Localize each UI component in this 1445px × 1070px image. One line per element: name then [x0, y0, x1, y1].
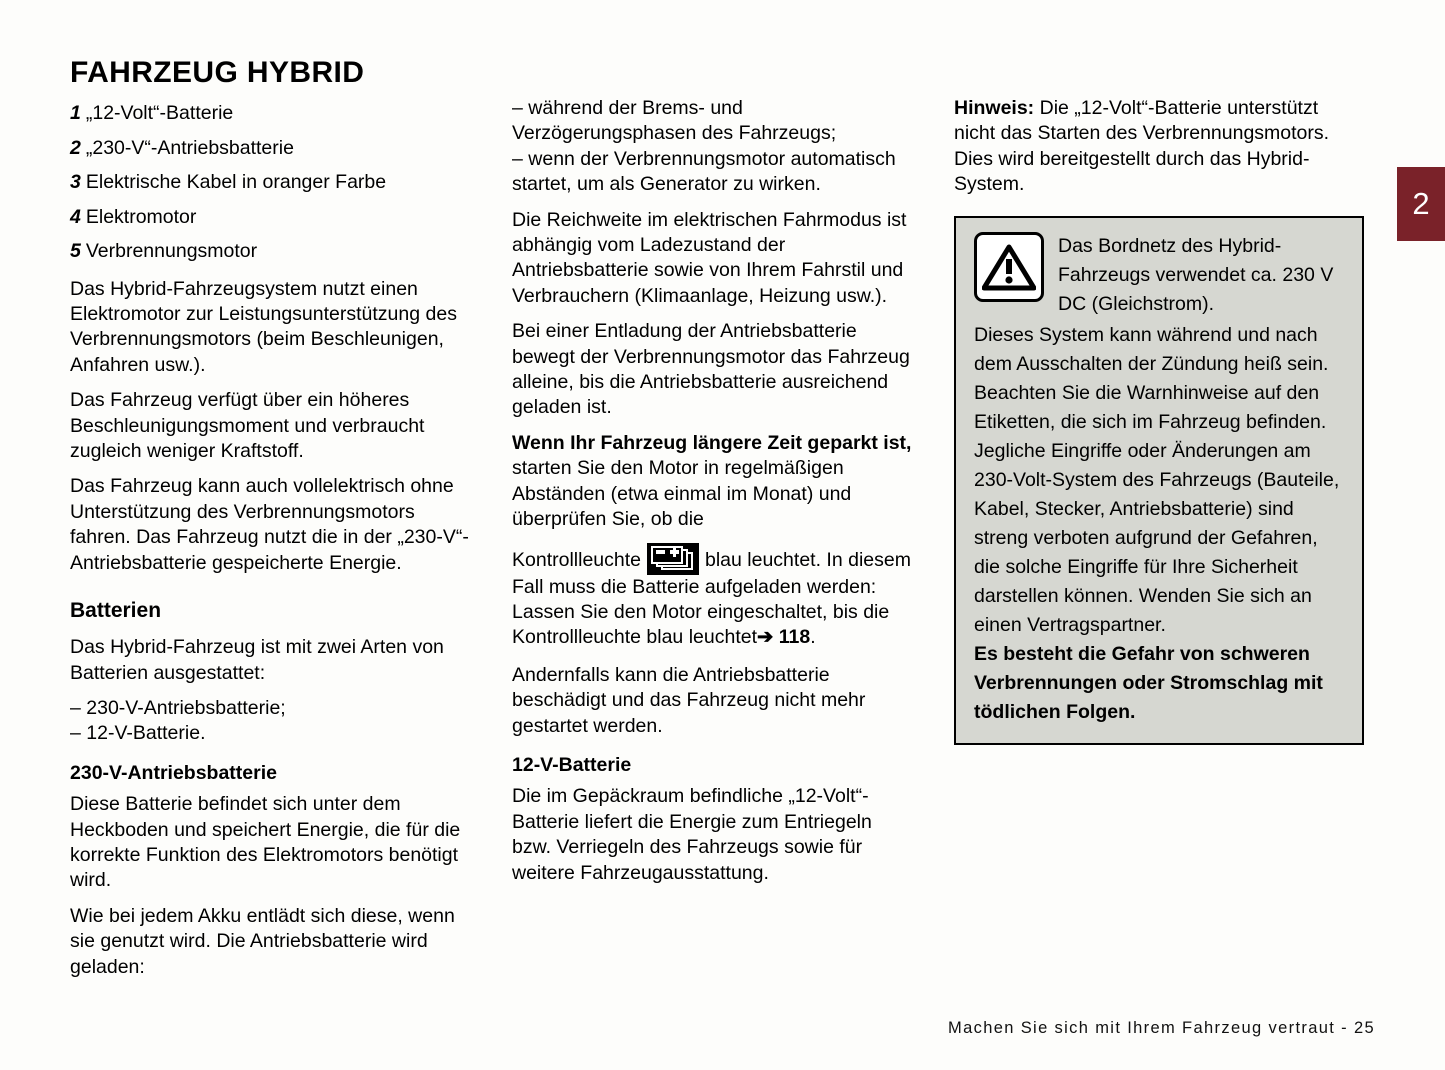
battery-warning-light-icon: [647, 543, 699, 575]
note-label: Hinweis:: [954, 97, 1035, 119]
paragraph: Das Fahrzeug verfügt über ein höheres Beschleunigungsmoment und verbraucht zugleich weniger Kraftstoff.: [70, 389, 425, 462]
paragraph-lead-in-bold: Wenn Ihr Fahrzeug längere Zeit geparkt ist,: [512, 431, 912, 454]
paragraph: Das Hybrid-Fahrzeug ist mit zwei Arten von Batterien ausgestattet:: [70, 636, 444, 684]
note-text: Die „12-Volt“-Batterie unterstützt nicht das Starten des Verbrennungsmotors. Dies wird bereitgestellt durch das Hybrid-System.: [954, 97, 1330, 196]
section-heading-230v: 230-V-Antriebsbatterie: [70, 761, 277, 784]
column-1: [70, 96, 470, 990]
paragraph: Diese Batterie befindet sich unter dem Heckboden und speichert Energie, die für die korrekte Funktion des Elektromotors benötigt wird.: [70, 793, 461, 892]
legend-number: 1: [70, 102, 81, 124]
column-2: [512, 96, 912, 990]
warning-paragraph-bold: Es besteht die Gefahr von schweren Verbrennungen oder Stromschlag mit tödlichen Folgen.: [974, 642, 1323, 723]
list-item: – 230-V-Antriebsbatterie;: [70, 696, 286, 719]
warning-headline: Das Bordnetz des Hybrid-Fahrzeugs verwendet ca. 230 V DC (Gleichstrom).: [1058, 234, 1334, 315]
sentence-period: .: [810, 626, 816, 649]
telltale-trailing-text: blau leuchtet. In diesem Fall muss die Batterie aufgeladen werden: Lassen Sie den Motor eingeschaltet, bis die Kontrollleuchte blau leuchtet: [512, 548, 911, 649]
list-item: [70, 96, 470, 131]
paragraph: Bei einer Entladung der Antriebsbatterie bewegt der Verbrennungsmotor das Fahrzeug alleine, bis die Antriebsbatterie ausreichend geladen ist.: [512, 320, 910, 419]
page-reference-number: 118: [778, 626, 811, 649]
component-legend-list: [70, 96, 470, 269]
note-paragraph: [954, 96, 1364, 198]
legend-label: „12-Volt“-Batterie: [85, 102, 234, 124]
warning-paragraph: Jegliche Eingriffe oder Änderungen am 230-Volt-System des Fahrzeugs (Bauteile, Kabel, Stecker, Antriebsbatterie) sind streng verboten aufgrund der Gefahren, die solche Eingriffe für Ihre Sicherheit darstellen können. Wenden Sie sich an einen Vertragspartner.: [974, 439, 1340, 636]
list-item: – 12-V-Batterie.: [70, 722, 206, 745]
legend-label: Elektrische Kabel in oranger Farbe: [85, 171, 387, 193]
list-item: [70, 200, 470, 235]
page-columns: [70, 96, 1380, 990]
page-title: FAHRZEUG HYBRID: [70, 56, 365, 90]
legend-number: 5: [70, 240, 81, 262]
paragraph: Das Hybrid-Fahrzeugsystem nutzt einen Elektromotor zur Leistungsunterstützung des Verbrennungsmotors (beim Beschleunigen, Anfahren usw.).: [70, 277, 457, 376]
paragraph-parked: [512, 431, 912, 533]
paragraph: Andernfalls kann die Antriebsbatterie beschädigt und das Fahrzeug nicht mehr gestartet werden.: [512, 663, 866, 737]
legend-label: Elektromotor: [85, 205, 197, 228]
legend-number: 3: [70, 171, 81, 193]
paragraph: Die im Gepäckraum befindliche „12-Volt“-Batterie liefert die Energie zum Entriegeln bzw. Verriegeln des Fahrzeugs sowie für weitere Fahrzeugausstattung.: [512, 785, 872, 884]
paragraph-rest: starten Sie den Motor in regelmäßigen Abständen (etwa einmal im Monat) und überprüfen Sie, ob die: [512, 457, 852, 531]
list-item: – während der Brems- und Verzögerungsphasen des Fahrzeugs;: [512, 97, 837, 145]
legend-number: 2: [70, 136, 81, 159]
paragraph-telltale: [512, 543, 912, 651]
telltale-lead-text: Kontrollleuchte: [512, 548, 641, 571]
column-3: [954, 96, 1364, 990]
legend-label: „230-V“-Antriebsbatterie: [85, 136, 294, 159]
list-item: [70, 234, 470, 269]
warning-box-header: [974, 232, 1344, 319]
paragraph: Das Fahrzeug kann auch vollelektrisch ohne Unterstützung des Verbrennungsmotors fahren. Das Fahrzeug nutzt die in der „230-V“-Antriebsbatterie gespeicherte Energie.: [70, 475, 469, 574]
chapter-tab: 2: [1397, 167, 1445, 241]
list-item: – wenn der Verbrennungsmotor automatisch startet, um als Generator zu wirken.: [512, 147, 896, 196]
danger-warning-box: [954, 216, 1364, 745]
paragraph: Die Reichweite im elektrischen Fahrmodus ist abhängig vom Ladezustand der Antriebsbatterie sowie von Ihrem Fahrstil und Verbrauchern (Klimaanlage, Heizung usw.).: [512, 208, 907, 307]
legend-label: Verbrennungsmotor: [85, 240, 258, 262]
section-heading-12v: 12-V-Batterie: [512, 753, 632, 776]
legend-number: 4: [70, 205, 81, 228]
section-heading-batterien: Batterien: [70, 598, 162, 622]
list-item: [70, 131, 470, 166]
list-item: [70, 165, 470, 200]
warning-paragraph: Dieses System kann während und nach dem Ausschalten der Zündung heiß sein. Beachten Sie die Warnhinweise auf den Etiketten, die sich im Fahrzeug befinden.: [974, 323, 1329, 433]
warning-triangle-icon: [974, 232, 1044, 302]
page-footer: Machen Sie sich mit Ihrem Fahrzeug vertraut - 25: [947, 1019, 1375, 1037]
paragraph: Wie bei jedem Akku entlädt sich diese, wenn sie genutzt wird. Die Antriebsbatterie wird geladen:: [70, 904, 455, 978]
page-reference-arrow-icon: ➔: [757, 626, 774, 649]
